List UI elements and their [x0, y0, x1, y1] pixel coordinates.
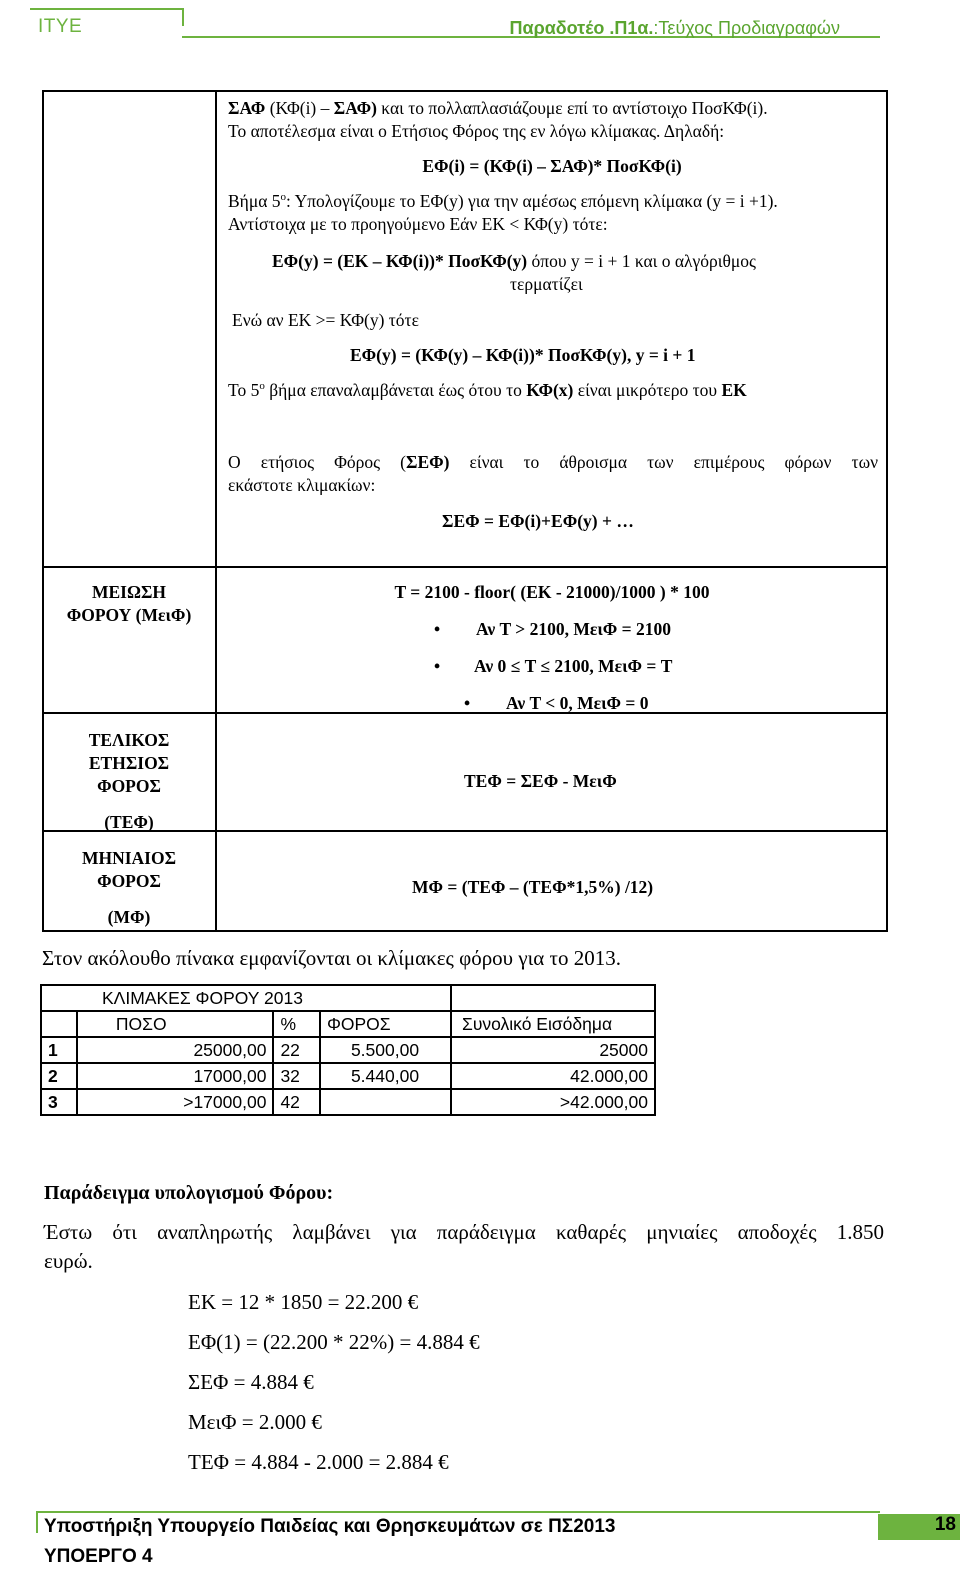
formula-meif: T = 2100 - floor( (ΕΚ - 21000)/1000 ) * 100	[394, 582, 710, 602]
tef-label: ΤΕΛΙΚΟΣ	[88, 730, 170, 750]
table-row: 1 25000,00 22 5.500,00 25000	[41, 1037, 655, 1063]
example-paragraph-cont: ευρώ.	[44, 1249, 93, 1273]
footer-rule	[36, 1511, 880, 1513]
meif-label: ΦΟΡΟΥ (ΜειΦ)	[66, 605, 192, 625]
spec-line: Ενώ αν ΕΚ >= ΚΦ(y) τότε	[232, 310, 419, 330]
table-row: 2 17000,00 32 5.440,00 42.000,00	[41, 1063, 655, 1089]
example-paragraph: Έστω ότι αναπληρωτής λαμβάνει για παράδειγμα καθαρές μηνιαίες αποδοχές 1.850	[44, 1220, 884, 1244]
example-calc-ek: ΕΚ = 12 * 1850 = 22.200 €	[188, 1290, 419, 1314]
step5-repeat-line: Το $5^o$ βήμα επαναλαμβάνεται έως ότου το ΚΦ(x) είναι μικρότερο του ΕΚ	[228, 380, 747, 400]
col-header: ΦΟΡΟΣ	[320, 1011, 451, 1037]
col-header: Συνολικό Εισόδημα	[451, 1011, 655, 1037]
spec-line: ΣΑΦ (ΚΦ(i) – ΣΑΦ) και το πολλαπλασιάζουμε επί το αντίστοιχο ΠοσΚΦ(i).	[228, 98, 768, 118]
mf-label: (ΜΦ)	[107, 907, 151, 927]
header-deliverable	[510, 18, 841, 39]
spec-line: Αντίστοιχα με το προηγούμενο Εάν ΕΚ < ΚΦ(y) τότε:	[228, 214, 608, 234]
meif-label: ΜΕΙΩΣΗ	[91, 582, 167, 602]
example-calc-sef: ΣΕΦ = 4.884 €	[188, 1370, 314, 1394]
step5-line: Βήμα $5^o$: Υπολογίζουμε το ΕΦ(y) για την αμέσως επόμενη κλίμακα (y = i +1).	[228, 191, 778, 211]
example-calc-tef: ΤΕΦ = 4.884 - 2.000 = 2.884 €	[188, 1450, 449, 1474]
spec-line: Το αποτέλεσμα είναι ο Ετήσιος Φόρος της εν λόγω κλίμακας. Δηλαδή:	[228, 121, 725, 141]
formula-ef-y-2: ΕΦ(y) = (ΚΦ(y) – ΚΦ(i))* ΠοσΚΦ(y), y = i + 1	[350, 345, 696, 365]
formula-mf: ΜΦ = (ΤΕΦ – (ΤΕΦ*1,5%) /12)	[412, 877, 654, 897]
bullet-dot: •	[434, 656, 441, 676]
spec-table	[42, 90, 888, 932]
header-rule-tick	[182, 8, 184, 26]
table-title-row	[41, 985, 655, 1011]
table-title: ΚΛΙΜΑΚΕΣ ΦΟΡΟΥ 2013	[41, 985, 451, 1011]
header-rule-left	[30, 8, 184, 10]
example-calc-ef: ΕΦ(1) = (22.200 * 22%) = 4.884 €	[188, 1330, 480, 1354]
meif-rule-3: Αν T < 0, ΜειΦ = 0	[506, 693, 649, 713]
col-header: ΠΟΣΟ	[77, 1011, 274, 1037]
bullet-dot: •	[464, 693, 471, 713]
formula-tef: ΤΕΦ = ΣΕΦ - ΜειΦ	[464, 771, 617, 791]
tef-label: (ΤΕΦ)	[104, 812, 154, 832]
sef-desc-cont: εκάστοτε κλιμακίων:	[228, 475, 376, 495]
table-intro: Στον ακόλουθο πίνακα εμφανίζονται οι κλίμακες φόρου για το 2013.	[42, 946, 621, 970]
footer-subproject: ΥΠΟΕΡΓΟ 4	[44, 1546, 153, 1567]
header-deliverable-code: Παραδοτέο .Π1α.	[509, 18, 654, 38]
mf-label: ΦΟΡΟΣ	[97, 871, 161, 891]
tef-label: ΦΟΡΟΣ	[97, 776, 161, 796]
col-header: %	[273, 1011, 319, 1037]
header-org: ΙΤΥΕ	[38, 16, 83, 37]
formula-sef: ΣΕΦ = ΕΦ(i)+ΕΦ(y) + …	[442, 511, 634, 531]
meif-rule-2: Αν 0 ≤ T ≤ 2100, ΜειΦ = T	[474, 656, 673, 676]
header-deliverable-title: :Τεύχος Προδιαγραφών	[653, 18, 840, 38]
example-heading: Παράδειγμα υπολογισμού Φόρου:	[44, 1182, 334, 1204]
footer-project: Υποστήριξη Υπουργείο Παιδείας και Θρησκευμάτων σε ΠΣ2013	[44, 1516, 616, 1537]
meif-rule-1: Αν T > 2100, ΜειΦ = 2100	[476, 619, 672, 639]
formula-ef-y-cont: τερματίζει	[510, 274, 583, 294]
footer-rule-tick	[36, 1511, 38, 1533]
formula-ef-i: ΕΦ(i) = (ΚΦ(i) – ΣΑΦ)* ΠοσΚΦ(i)	[422, 156, 682, 176]
sef-desc: Ο ετήσιος Φόρος (ΣΕΦ) είναι το άθροισμα των επιμέρους φόρων των	[228, 452, 879, 472]
tef-label: ΕΤΗΣΙΟΣ	[88, 753, 170, 773]
tax-brackets-table	[40, 984, 656, 1116]
bullet-dot: •	[434, 619, 441, 639]
mf-label: ΜΗΝΙΑΙΟΣ	[81, 848, 177, 868]
table-row: 3 >17000,00 42 >42.000,00	[41, 1089, 655, 1115]
page-number: 18	[878, 1514, 960, 1540]
table-header-row	[41, 1011, 655, 1037]
spec-col-divider	[215, 92, 217, 930]
example-calc-meif: ΜειΦ = 2.000 €	[188, 1410, 322, 1434]
spec-row-divider	[44, 566, 886, 568]
formula-ef-y: ΕΦ(y) = (ΕΚ – ΚΦ(i))* ΠοσΚΦ(y) όπου y = i + 1 και ο αλγόριθμος	[272, 251, 756, 271]
